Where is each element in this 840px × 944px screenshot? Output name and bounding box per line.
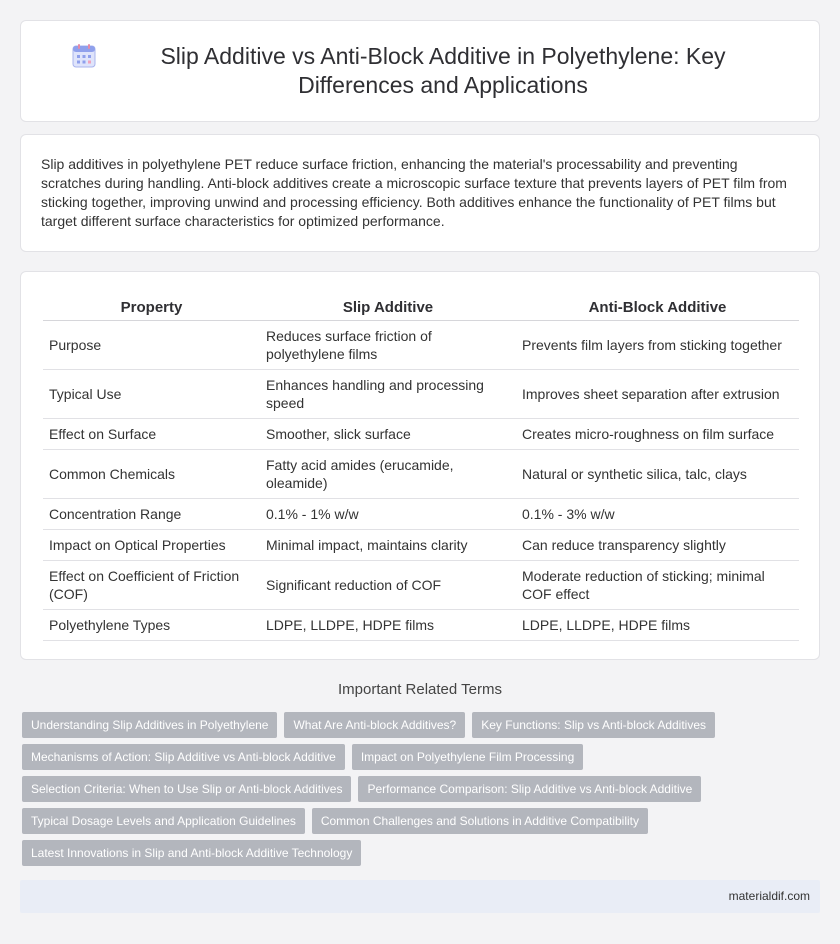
table-row	[43, 560, 799, 609]
related-term-tag[interactable]: What Are Anti-block Additives?	[284, 712, 465, 738]
cell-slip: Minimal impact, maintains clarity	[260, 529, 516, 560]
header-slip-additive: Slip Additive	[260, 294, 516, 320]
cell-property: Polyethylene Types	[43, 609, 260, 640]
comparison-table-card	[20, 271, 820, 660]
tag-row	[22, 712, 822, 744]
table-row	[43, 498, 799, 529]
related-terms-title: Important Related Terms	[338, 681, 502, 698]
intro-text: Slip additives in polyethylene PET reduce surface friction, enhancing the material's processability and preventing scratches during handling. Anti-block additives create a microscopic surface texture that prevents layers of PET film from sticking together, improving unwind and processing efficiency. Both additives enhance the functionality of PET films but target different surface characteristics for optimized performance.	[41, 156, 787, 229]
cell-property: Effect on Surface	[43, 418, 260, 449]
cell-anti-block: Natural or synthetic silica, talc, clays	[516, 449, 799, 498]
related-term-tag[interactable]: Selection Criteria: When to Use Slip or Anti-block Additives	[22, 776, 351, 802]
related-term-tag[interactable]: Mechanisms of Action: Slip Additive vs Anti-block Additive	[22, 744, 345, 770]
tag-row	[22, 808, 822, 840]
related-term-tag[interactable]: Performance Comparison: Slip Additive vs Anti-block Additive	[358, 776, 701, 802]
cell-slip: Fatty acid amides (erucamide, oleamide)	[260, 449, 516, 498]
cell-anti-block: LDPE, LLDPE, HDPE films	[516, 609, 799, 640]
cell-slip: Significant reduction of COF	[260, 560, 516, 609]
related-terms-tags	[22, 712, 822, 872]
cell-anti-block: Creates micro-roughness on film surface	[516, 418, 799, 449]
table-row	[43, 449, 799, 498]
title-wrap	[21, 21, 819, 121]
table-header-row	[43, 294, 799, 320]
cell-slip: LDPE, LLDPE, HDPE films	[260, 609, 516, 640]
cell-slip: Reduces surface friction of polyethylene films	[260, 320, 516, 369]
intro-card	[20, 134, 820, 252]
related-term-tag[interactable]: Impact on Polyethylene Film Processing	[352, 744, 583, 770]
cell-anti-block: Prevents film layers from sticking together	[516, 320, 799, 369]
cell-anti-block: 0.1% - 3% w/w	[516, 498, 799, 529]
tag-row	[22, 840, 822, 872]
title-card	[20, 20, 820, 122]
cell-property: Effect on Coefficient of Friction (COF)	[43, 560, 260, 609]
tag-row	[22, 776, 822, 808]
cell-property: Typical Use	[43, 369, 260, 418]
table-row	[43, 529, 799, 560]
cell-property: Impact on Optical Properties	[43, 529, 260, 560]
cell-property: Common Chemicals	[43, 449, 260, 498]
cell-anti-block: Improves sheet separation after extrusion	[516, 369, 799, 418]
related-term-tag[interactable]: Latest Innovations in Slip and Anti-block Additive Technology	[22, 840, 361, 866]
cell-slip: 0.1% - 1% w/w	[260, 498, 516, 529]
table-row	[43, 320, 799, 369]
footer-site-link[interactable]: materialdif.com	[728, 889, 810, 903]
cell-property: Purpose	[43, 320, 260, 369]
related-term-tag[interactable]: Typical Dosage Levels and Application Guidelines	[22, 808, 305, 834]
cell-property: Concentration Range	[43, 498, 260, 529]
header-property: Property	[43, 294, 260, 320]
related-term-tag[interactable]: Understanding Slip Additives in Polyethylene	[22, 712, 277, 738]
calendar-icon	[71, 43, 97, 69]
cell-slip: Smoother, slick surface	[260, 418, 516, 449]
table-row	[43, 418, 799, 449]
related-term-tag[interactable]: Common Challenges and Solutions in Additive Compatibility	[312, 808, 648, 834]
comparison-table	[43, 294, 799, 641]
cell-slip: Enhances handling and processing speed	[260, 369, 516, 418]
header-anti-block-additive: Anti-Block Additive	[516, 294, 799, 320]
footer	[20, 880, 820, 913]
related-term-tag[interactable]: Key Functions: Slip vs Anti-block Additives	[472, 712, 715, 738]
cell-anti-block: Can reduce transparency slightly	[516, 529, 799, 560]
table-row	[43, 369, 799, 418]
page-title: Slip Additive vs Anti-Block Additive in Polyethylene: Key Differences and Applications	[160, 43, 726, 98]
cell-anti-block: Moderate reduction of sticking; minimal COF effect	[516, 560, 799, 609]
table-row	[43, 609, 799, 640]
tag-row	[22, 744, 822, 776]
